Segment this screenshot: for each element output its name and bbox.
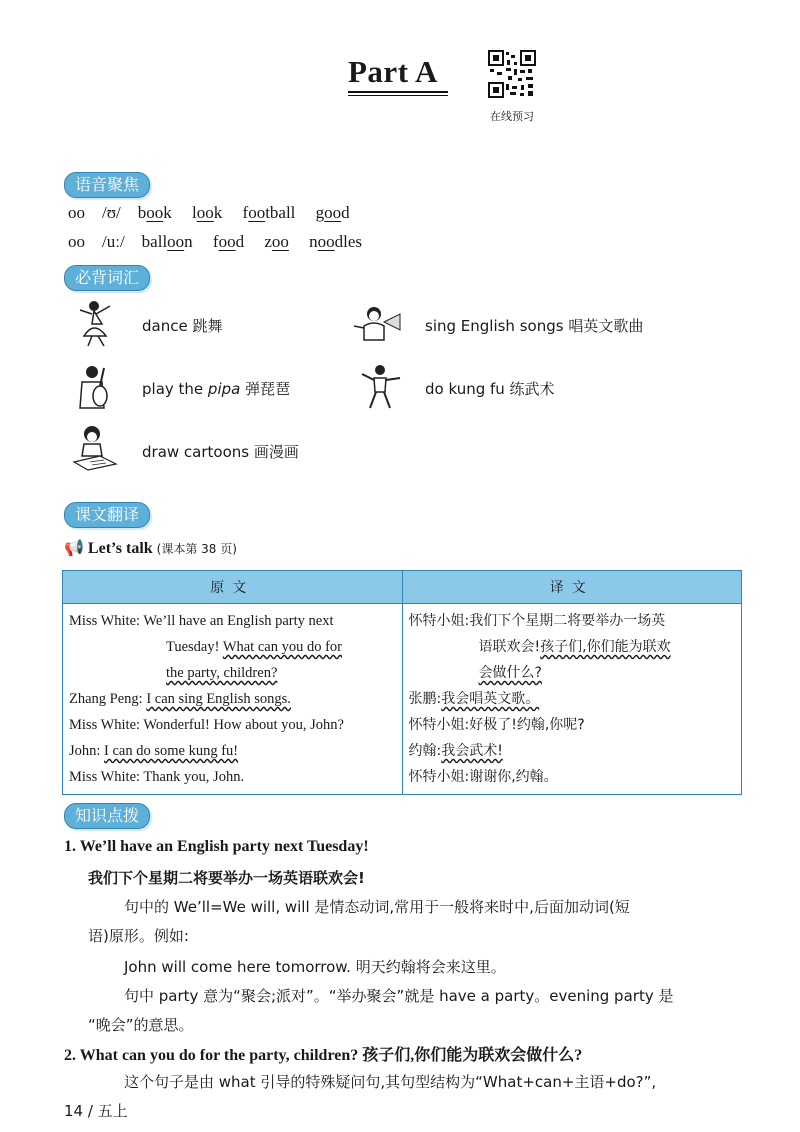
vocab-dance: dance 跳舞 [142,317,223,335]
dialogue-en-line: Zhang Peng: I can sing English songs. [69,691,291,707]
phonics-word: book [137,203,172,222]
vocab-pipa: play the pipa 弹琵琶 [142,380,291,398]
megaphone-icon: 📢 [64,540,84,557]
column-header-original: 原文 [63,571,403,604]
singing-boy-icon [352,300,402,350]
section-badge-points: 知识点拨 [64,803,150,829]
point-1-text: 句中 party 意为“聚会;派对”。“举办聚会”就是 have a party。evening party 是 [124,987,674,1005]
dialogue-zh-line: 约翰:我会武术! [408,743,503,759]
point-2-text: 这个句子是由 what 引导的特殊疑问句,其句型结构为“What+can+主语+do?”, [124,1073,657,1091]
dialogue-en-line: Miss White: Wonderful! How about you, John? [69,717,344,733]
point-2-title: 2. What can you do for the party, children? 孩子们,你们能为联欢会做什么? [64,1047,583,1064]
dialogue-zh-line: 语联欢会!孩子们,你们能为联欢 [478,639,671,655]
phonics-letters: oo [68,203,85,222]
page-footer: 14 / 五上 [64,1102,128,1120]
dialogue-en-line: Miss White: We’ll have an English party next [69,613,334,629]
phonics-word: balloon [141,232,193,251]
phonics-word: look [192,203,223,222]
dialogue-zh-line: 会做什么? [478,665,542,681]
dancing-girl-icon [72,298,122,348]
page-reference: (课本第 38 页) [156,542,237,556]
point-1-example: John will come here tomorrow. 明天约翰将会来这里。 [124,958,506,976]
point-1-title: 1. We’ll have an English party next Tuesday! [64,838,369,855]
phonics-letters: oo [68,232,85,251]
qr-label: 在线预习 [490,110,534,123]
dialogue-en-line: the party, children? [166,665,278,681]
point-1-text: “晚会”的意思。 [88,1016,194,1034]
kung-fu-icon [356,362,406,412]
phonics-word: good [315,203,350,222]
section-badge-vocab: 必背词汇 [64,265,150,291]
section-badge-phonics: 语音聚焦 [64,172,150,198]
dialogue-zh-line: 张鹏:我会唱英文歌。 [408,691,540,707]
vocab-kungfu: do kung fu 练武术 [425,380,555,398]
phonics-word: food [212,232,245,251]
phonics-ipa: /uː/ [102,232,125,251]
dialogue-en-line: Miss White: Thank you, John. [69,769,245,785]
dialogue-en-line: Tuesday! What can you do for [166,639,342,655]
phonics-word: noodles [309,232,363,251]
pipa-player-icon [72,362,122,412]
phonics-ipa: /ʊ/ [102,203,121,222]
dialogue-en-line: John: I can do some kung fu! [69,743,239,759]
dialogue-zh-line: 怀特小姐:好极了!约翰,你呢? [408,717,585,733]
point-1-text: 句中的 We’ll=We will, will 是情态动词,常用于一般将来时中,后面加动词(短 [124,898,630,916]
lets-talk-heading [64,538,237,558]
phonics-line-2 [68,232,378,252]
drawing-kid-icon [70,422,120,472]
vocab-sing: sing English songs 唱英文歌曲 [425,317,644,335]
dialogue-table [62,570,742,795]
column-header-translation: 译文 [402,571,742,604]
point-1-text: 语)原形。例如: [88,927,189,945]
lets-talk-title: Let’s talk [87,540,153,557]
page-title: Part A [348,54,438,89]
vocab-draw: draw cartoons 画漫画 [142,443,299,461]
section-badge-translation: 课文翻译 [64,502,150,528]
phonics-line-1 [68,203,366,223]
dialogue-zh-line: 怀特小姐:我们下个星期二将要举办一场英 [408,613,666,629]
qr-code-icon[interactable] [488,50,536,98]
dialogue-zh-line: 怀特小姐:谢谢你,约翰。 [408,769,558,785]
phonics-word: football [242,203,296,222]
title-underline [348,91,448,93]
point-1-translation: 我们下个星期二将要举办一场英语联欢会! [88,869,365,887]
title-underline-thin [348,95,448,96]
phonics-word: zoo [264,232,289,251]
